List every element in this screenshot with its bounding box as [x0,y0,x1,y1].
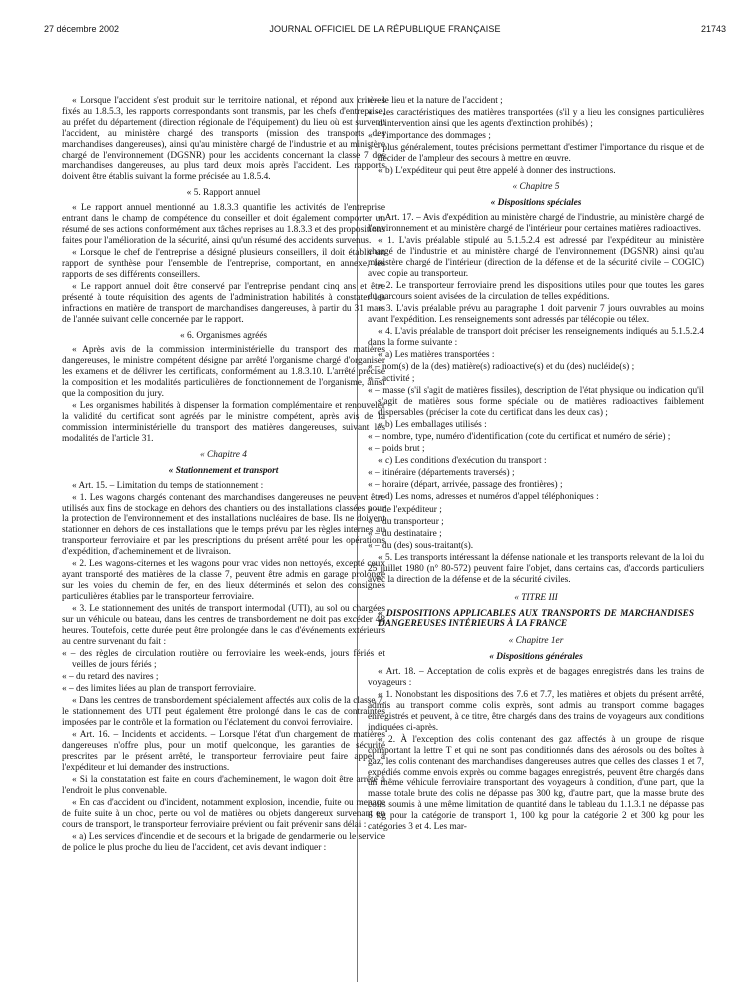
paragraph: « c) Les conditions d'exécution du transport : [378,456,547,467]
paragraph: « Art. 18. – Acceptation de colis exprès et de bagages enregistrés dans les trains de voyageurs : [368,666,704,688]
paragraph: « b) Les emballages utilisés : [378,419,487,430]
paragraph: « b) L'expéditeur qui peut être appelé à donner des instructions. [378,166,616,177]
list-item: « – masse (s'il s'agit de matières fissiles), description de l'état physique ou indication qu'il s'agit de matières sous forme spéciale ou de matières radioactives faiblement dispersables (préciser la cote du certificat dans les deux cas) ; [368,386,704,418]
chapter-heading: « Chapitre 5 [512,182,560,193]
list-item: « – les caractéristiques des matières transportées (s'il y a lieu les consignes particulières d'intervention ainsi que les agents d'extinction prohibés) ; [368,108,704,129]
list-item: « – des règles de circulation routière ou ferroviaire les week-ends, jours fériés et veilles de jours fériés ; [62,648,385,670]
header-page-number: 21743 [700,24,726,34]
list-item: « – poids brut ; [368,444,425,455]
paragraph: « 1. L'avis préalable stipulé au 5.1.5.2.4 est adressé par l'expéditeur au ministère chargé de l'industrie et au ministère chargé de l'environnement (DGSNR) ainsi qu'au ministère chargé de l'intérieur (direction de la défense et de la sécurité civile – COGIC) avec copie au transporteur. [368,235,704,279]
list-item: « – nom(s) de la (des) matière(s) radioactive(s) et du (des) nucléide(s) ; [368,361,635,372]
section-heading: « 6. Organismes agréés [179,330,267,341]
paragraph: « 2. À l'exception des colis contenant des gaz affectés à un groupe de risque comportant la lettre T et qui ne sont pas conditionnés dans des aérosols ou des boîtes à gaz, les colis contenant des marchandises dangereuses autres que celles des classes 1 et 7, expédiés comme envois exprès ou comme bagages enregistrés, peuvent être chargés dans un même véhicule ferroviaire transportant des voyageurs à condition, d'une part, que la masse totale brute des colis ne dépasse pas 300 kg, d'autre part, que la masse brute des colis soumis à une même limitation de quantité dans le tableau du 1.1.3.1 ne dépasse pas 6 kg pour la catégorie de transport 1, 100 kg pour la catégorie 2 et 300 kg pour les catégories 3 et 4. Les mar- [368,734,704,833]
paragraph: « 3. Le stationnement des unités de transport intermodal (UTI), au sol ou chargées sur un véhicule ou bateau, dans les centres de transbordement ne doit pas excéder 48 heures. Toutefois, cette durée peut être prolongée dans le cas d'événements extérieurs au centre survenant du fait : [62,604,385,647]
paragraph: « 1. Nonobstant les dispositions des 7.6 et 7.7, les matières et objets du présent arrêté, admis au transport comme colis exprès, sont admis au transport comme bagages enregistrés et peuvent, à ce titre, être chargés dans des trains de voyageurs aux conditions indiquées ci-après. [368,689,704,733]
left-column [62,96,385,855]
paragraph: « 2. Le transporteur ferroviaire prend les dispositions utiles pour que toutes les gares du parcours soient avisées de la circulation de telles expéditions. [368,280,704,302]
chapter-title: « Dispositions générales [489,652,583,663]
list-item: « – le lieu et la nature de l'accident ; [368,96,503,106]
paragraph: « 2. Les wagons-citernes et les wagons pour vrac vides non nettoyés, excepté ceux ayant transporté des matières de la classe 7, peuvent être admis en garage prolongé sur les voies du chemin de fer, en des lieux déterminés et selon des consignes particulières établies par le transporteur ferroviaire. [62,559,385,602]
list-item: « – l'importance des dommages ; [368,131,491,142]
list-item: « – itinéraire (départements traversés) ; [368,468,515,479]
list-item: « – de l'expéditeur ; [368,504,442,515]
list-item: « – plus généralement, toutes précisions permettant d'estimer l'importance du risque et de décider de l'ampleur des secours à mettre en œuvre. [368,143,704,165]
list-item: « – du destinataire ; [368,528,442,539]
chapter-heading: « Chapitre 4 [200,449,247,460]
paragraph: « En cas d'accident ou d'incident, notamment explosion, incendie, fuite ou menace de fuite suite à un choc, perte ou vol de matières ou objets dangereux survenant en cours de transport, le transporteur ferroviaire prévient ou fait prévenir sans délai : [62,797,385,830]
section-heading: « 5. Rapport annuel [186,188,261,199]
paragraph: « Lorsque l'accident s'est produit sur le territoire national, et répond aux critères fixés au 1.8.5.3, les rapports correspondants sont transmis, par les chefs d'entreprise, au préfet du département (direction régionale de l'équipement) du lieu où est survenu l'accident, au ministère chargé des transports (mission des transports des marchandises dangereuses), ainsi qu'au ministère chargé de l'industrie et au ministère chargé de l'environnement (DGSNR) pour les accidents concernant la classe 7 des marchandises dangereuses, au plus tard deux mois après l'accident. Les rapports doivent être établis suivant la forme précisée au 1.8.5.4. [62,96,385,183]
chapter-title: « Dispositions spéciales [490,198,582,208]
list-item: « – du transporteur ; [368,516,444,527]
list-item: « – activité ; [368,373,415,384]
chapter-heading: « Chapitre 1er [508,636,564,647]
list-item: « – du retard des navires ; [62,671,159,682]
paragraph: « Dans les centres de transbordement spécialement affectés aux colis de la classe 7, le stationnement des UTI peut également être prolongé dans le cas de contraintes imposées par le contrôle et la formation ou l'éclatement du convoi ferroviaire. [62,696,385,728]
paragraph: « a) Les services d'incendie et de secours et la brigade de gendarmerie ou le service de police le plus proche du lieu de l'accident, cet avis devant indiquer : [62,831,385,853]
right-column [368,96,704,834]
list-item: « – nombre, type, numéro d'identification (cote du certificat et numéro de série) ; [368,432,671,442]
title-subject: « DISPOSITIONS APPLICABLES AUX TRANSPORTS DE MARCHANDISES DANGEREUSES INTÉRIEURS À LA FRANCE [378,608,694,630]
list-item: « – horaire (départ, arrivée, passage des frontières) ; [368,480,563,491]
paragraph: « Lorsque le chef de l'entreprise a désigné plusieurs conseillers, il doit établir un rapport de synthèse pour l'ensemble de l'entreprise, comportant, en annexe, les rapports de ses différents conseillers. [62,247,385,280]
paragraph: « Le rapport annuel doit être conservé par l'entreprise pendant cinq ans et être présenté à toute réquisition des agents de l'administration habilités à constater les infractions en matière de transport de marchandises dangereuses, à partir du 31 mars de l'année suivant celle concernée par le rapport. [62,281,385,325]
chapter-title: « Stationnement et transport [168,465,279,476]
header-date: 27 décembre 2002 [44,24,120,34]
paragraph: « Après avis de la commission interministérielle du transport des matières dangereuses, le ministre compétent désigne par arrêté l'organisme chargé d'organiser les examens et de délivrer les certificats, conformément au 1.8.3.10. L'arrêté précise la composition et les modalités particulières de fonctionnement de l'organisme, ainsi que la composition du jury. [62,345,385,400]
paragraph: « Art. 16. – Incidents et accidents. – Lorsque l'état d'un chargement de matières dangereuses n'offre plus, pour un motif quelconque, les garanties de sécurité prescrites par le présent arrêté, le transporteur ferroviaire peut faire appel à l'expéditeur et lui demander des instructions. [62,730,385,773]
paragraph: « Art. 17. – Avis d'expédition au ministère chargé de l'industrie, au ministère chargé de l'environnement et au ministère chargé de l'intérieur pour certaines matières radioactives. [368,212,704,234]
list-item: « – des limites liées au plan de transport ferroviaire. [62,684,257,694]
title-heading: « TITRE III [514,592,558,603]
paragraph: « d) Les noms, adresses et numéros d'appel téléphoniques : [378,492,599,503]
paragraph: « Si la constatation est faite en cours d'acheminement, le wagon doit être arrêté à l'endroit le plus convenable. [62,774,385,796]
paragraph: « 4. L'avis préalable de transport doit préciser les renseignements indiqués au 5.1.5.2.4 dans la forme suivante : [368,326,704,348]
paragraph: « 3. L'avis préalable prévu au paragraphe 1 doit parvenir 7 jours ouvrables au moins avant l'expédition. Les renseignements sont adressés par télécopie ou télex. [368,303,704,325]
paragraph: « Art. 15. – Limitation du temps de stationnement : [72,480,264,491]
paragraph: « Les organismes habilités à dispenser la formation complémentaire et renouveler la validité du certificat sont agréés par le ministre compétent, après avis de la commission interministérielle du transport des matières dangereuses, suivant les modalités de l'article 31. [62,401,385,444]
paragraph: « 5. Les transports intéressant la défense nationale et les transports relevant de la loi du 25 juillet 1980 (n° 80-572) peuvent faire l'objet, dans certains cas, d'accords particuliers avec la direction de la défense et de la sécurité civiles. [368,552,704,585]
paragraph: « Le rapport annuel mentionné au 1.8.3.3 quantifie les activités de l'entreprise entrant dans le champ de compétence du conseiller et doit également comporter un résumé de ses actions conformément aux tâches reprises au 1.8.3.3 et des propositions faites pour l'amélioration de la sécurité, ainsi qu'un résumé des accidents survenus. [62,203,385,246]
paragraph: « a) Les matières transportées : [378,349,495,360]
list-item: « – du (des) sous-traitant(s). [368,540,474,551]
header-journal-title: JOURNAL OFFICIEL DE LA RÉPUBLIQUE FRANÇAISE [269,24,501,34]
page-header [44,24,726,38]
paragraph: « 1. Les wagons chargés contenant des marchandises dangereuses ne peuvent être utilisés aux fins de stockage en dehors des chantiers ou des installations classées pour la protection de l'environnement et des installations nucléaires de base. Ils ne doivent stationner en dehors de ces installations que le temps prévu par les règles internes au transporteur ferroviaire et par les prescriptions du présent arrêté pour les opérations d'expédition, d'acheminement et de livraison. [62,492,385,558]
